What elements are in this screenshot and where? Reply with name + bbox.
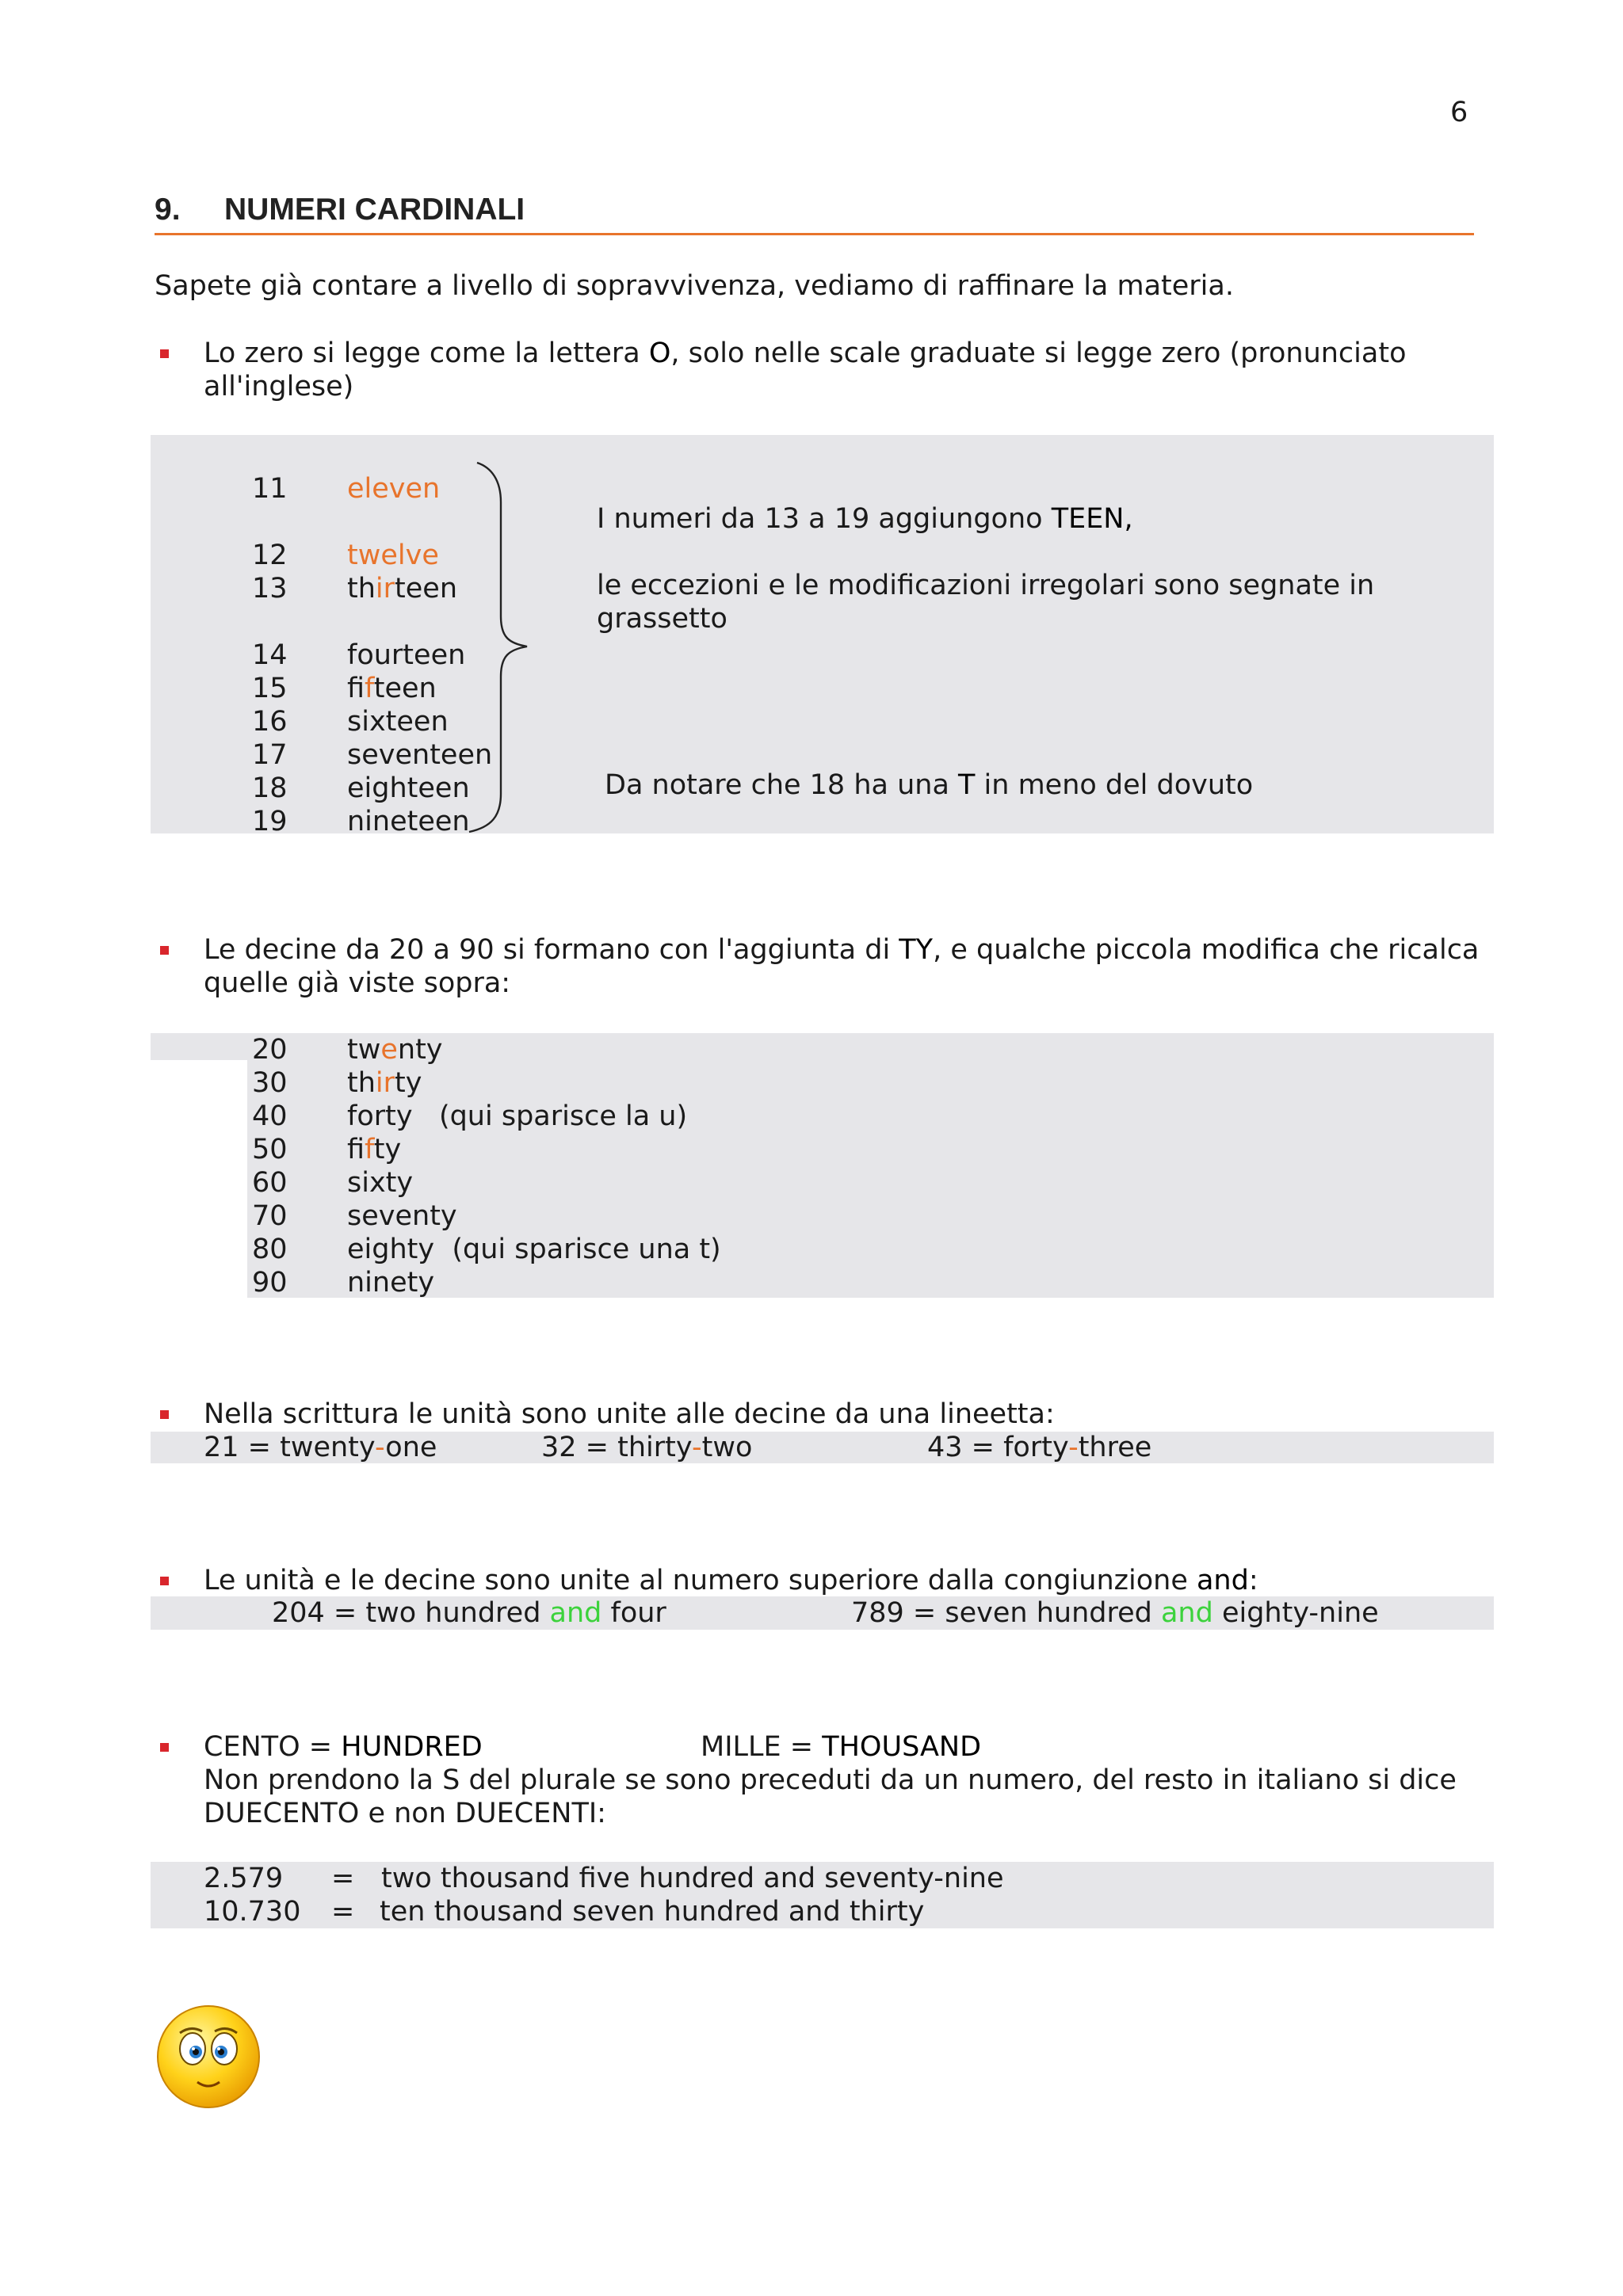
tens-line-1: Le decine da 20 a 90 si formano con l'aggiunta di TY, e qualche piccola modifica che ricalca (204, 934, 1480, 966)
plural-note-line-2: DUECENTO e non DUECENTI: (204, 1798, 606, 1829)
tens-word: seventy (347, 1200, 457, 1232)
tens-word: sixty (347, 1167, 414, 1199)
tens-number: 70 (252, 1200, 288, 1232)
teen-number: 19 (252, 806, 288, 837)
page-number: 6 (1450, 97, 1468, 128)
tens-number: 40 (252, 1100, 288, 1132)
teens-note-eighteen: Da notare che 18 ha una T in meno del dovuto (605, 769, 1254, 801)
cento-label: CENTO = HUNDRED (204, 1731, 483, 1763)
teens-note-teen: I numeri da 13 a 19 aggiungono TEEN, (597, 503, 1133, 535)
hyphen-example-3: 43 = forty-three (927, 1432, 1152, 1463)
heading-underline (155, 233, 1474, 235)
equals-sign: = (331, 1896, 355, 1928)
big-number-words: ten thousand seven hundred and thirty (380, 1896, 925, 1928)
teen-word: fourteen (347, 639, 466, 671)
hyphen-example-2: 32 = thirty-two (541, 1432, 753, 1463)
tens-line-2: quelle già viste sopra: (204, 967, 511, 999)
tens-word: twenty (347, 1034, 443, 1066)
zero-line-1: Lo zero si legge come la lettera O, solo nelle scale graduate si legge zero (pronunciato (204, 338, 1407, 369)
teen-number: 15 (252, 673, 288, 704)
teen-number: 17 (252, 739, 288, 771)
tens-number: 90 (252, 1267, 288, 1299)
teen-number: 14 (252, 639, 288, 671)
bullet-square-icon (160, 349, 169, 358)
and-line: Le unità e le decine sono unite al numero superiore dalla congiunzione and: (204, 1565, 1258, 1596)
tens-word: thirty (347, 1067, 422, 1099)
tens-number: 80 (252, 1234, 288, 1265)
teen-word: seventeen (347, 739, 493, 771)
hyphen-line: Nella scrittura le unità sono unite alle decine da una lineetta: (204, 1398, 1055, 1430)
section-number: 9. (155, 193, 181, 227)
teens-note-exceptions-2: grassetto (597, 603, 727, 635)
tens-number: 60 (252, 1167, 288, 1199)
tens-word: eighty (qui sparisce una t) (347, 1234, 721, 1265)
teen-number: 16 (252, 706, 288, 738)
mille-label: MILLE = THOUSAND (701, 1731, 982, 1763)
section-title: NUMERI CARDINALI (224, 193, 525, 227)
teen-word: sixteen (347, 706, 449, 738)
tens-number: 20 (252, 1034, 288, 1066)
tens-word: fifty (347, 1134, 402, 1165)
big-number-words: two thousand five hundred and seventy-nine (381, 1863, 1004, 1894)
teen-number: 12 (252, 540, 288, 571)
and-example-2: 789 = seven hundred and eighty-nine (851, 1597, 1379, 1629)
plural-note-line-1: Non prendono la S del plurale se sono preceduti da un numero, del resto in italiano si dice (204, 1764, 1457, 1796)
teen-word: eleven (347, 473, 441, 505)
smiley-face-icon (155, 2003, 262, 2111)
intro-paragraph: Sapete già contare a livello di sopravvivenza, vediamo di raffinare la materia. (155, 270, 1234, 302)
tens-number: 50 (252, 1134, 288, 1165)
teen-number: 18 (252, 772, 288, 804)
bullet-square-icon (160, 1577, 169, 1585)
curly-brace-icon (468, 461, 539, 833)
bullet-square-icon (160, 1743, 169, 1752)
bullet-square-icon (160, 1410, 169, 1419)
tens-number: 30 (252, 1067, 288, 1099)
tens-word: ninety (347, 1267, 435, 1299)
teen-word: eighteen (347, 772, 470, 804)
big-number: 2.579 (204, 1863, 284, 1894)
and-example-1: 204 = two hundred and four (272, 1597, 666, 1629)
teens-note-exceptions-1: le eccezioni e le modificazioni irregolari sono segnate in (597, 570, 1375, 601)
hyphen-example-1: 21 = twenty-one (204, 1432, 437, 1463)
teen-word: fifteen (347, 673, 437, 704)
teen-number: 13 (252, 573, 288, 605)
teen-number: 11 (252, 473, 288, 505)
teen-word: nineteen (347, 806, 470, 837)
tens-word: forty (qui sparisce la u) (347, 1100, 688, 1132)
teen-word: twelve (347, 540, 439, 571)
teen-word: thirteen (347, 573, 458, 605)
zero-line-2: all'inglese) (204, 371, 354, 402)
bullet-square-icon (160, 946, 169, 955)
equals-sign: = (331, 1863, 355, 1894)
section-heading (155, 193, 525, 227)
big-number: 10.730 (204, 1896, 301, 1928)
